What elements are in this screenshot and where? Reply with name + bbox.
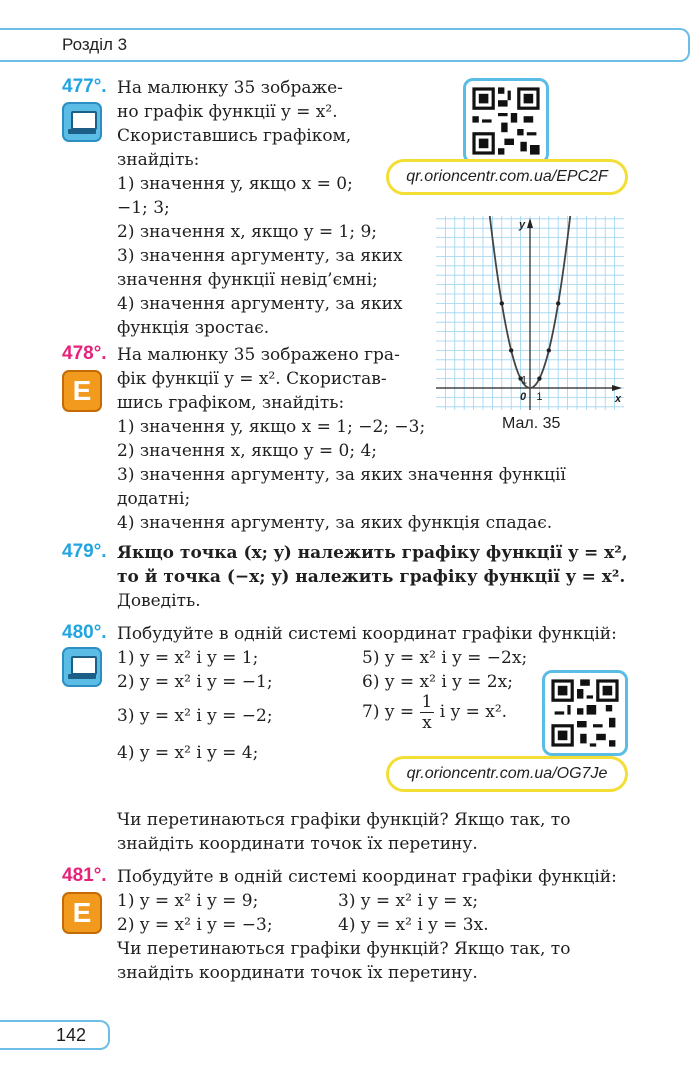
problem-480-question: [117, 808, 570, 856]
text-line: 3) значення аргументу, за яких значення функції: [117, 465, 566, 485]
text-line: Чи перетинаються графіки функцій? Якщо так, то: [117, 939, 571, 959]
text-line: Якщо точка (x; y) належить графіку функції y = x²,: [117, 543, 628, 563]
qr-code-2[interactable]: [542, 670, 628, 756]
list-item: 3) y = x² і y = −2;: [117, 706, 273, 726]
text-line: знайдіть координати точок їх перетину.: [117, 963, 478, 983]
qr-code-1[interactable]: [463, 78, 549, 164]
text-line: но графік функції y = x².: [117, 102, 338, 122]
fraction-denominator: x: [422, 713, 432, 733]
qr-link-1[interactable]: qr.orioncentr.com.ua/EPC2F: [386, 159, 628, 195]
text-line: 2) значення x, якщо y = 0; 4;: [117, 441, 378, 461]
text-line: 2) значення x, якщо y = 1; 9;: [117, 222, 378, 242]
list-item: 2) y = x² і y = −1;: [117, 672, 273, 692]
list-item: 5) y = x² і y = −2x;: [362, 648, 528, 668]
text-line: значення функції невід’ємні;: [117, 270, 378, 290]
text-line: шись графіком, знайдіть:: [117, 393, 345, 413]
text-line: 4) значення аргументу, за яких функція спадає.: [117, 513, 553, 533]
list-item: 1) y = x² і y = 1;: [117, 648, 259, 668]
qr-pattern-icon: [545, 673, 625, 753]
problem-478-number: 478°.: [62, 343, 107, 364]
text-line: то й точка (−x; y) належить графіку функції y = x².: [117, 567, 626, 587]
text-line: знайдіть:: [117, 150, 200, 170]
parabola-point: [500, 301, 504, 305]
x-one-label: 1: [536, 391, 543, 403]
problem-480-intro: Побудуйте в одній системі координат графіки функцій:: [117, 624, 617, 644]
item7-prefix: 7) y =: [362, 702, 415, 722]
problem-480-number: 480°.: [62, 622, 107, 643]
x-axis-arrow: [612, 385, 622, 391]
text-line: додатні;: [117, 489, 191, 509]
fraction: [420, 692, 435, 733]
page-number: [0, 1020, 110, 1050]
text-line: 1) значення y, якщо x = 0;: [117, 174, 353, 194]
text-line: функція зростає.: [117, 318, 270, 338]
list-item-7: [362, 692, 507, 733]
problem-481-question: [117, 937, 570, 985]
figure-caption: Мал. 35: [502, 415, 561, 432]
page-number-text: 142: [56, 1024, 87, 1045]
list-item: 2) y = x² і y = −3;: [117, 915, 273, 935]
problem-479-text: [117, 541, 628, 613]
text-line: −1; 3;: [117, 198, 170, 218]
text-line: 4) значення аргументу, за яких: [117, 294, 403, 314]
laptop-icon: [62, 102, 102, 142]
list-item: 3) y = x² і y = x;: [338, 891, 479, 911]
problem-477-number: 477°.: [62, 76, 107, 97]
text-line: Чи перетинаються графіки функцій? Якщо так, то: [117, 810, 571, 830]
y-axis-label: y: [519, 219, 526, 231]
list-item: 1) y = x² і y = 9;: [117, 891, 259, 911]
problem-481-intro: Побудуйте в одній системі координат графіки функцій:: [117, 867, 617, 887]
parabola-point: [556, 301, 560, 305]
fraction-numerator: 1: [421, 692, 433, 712]
qr-link-2[interactable]: qr.orioncentr.com.ua/OG7Je: [386, 756, 628, 792]
text-line: 3) значення аргументу, за яких: [117, 246, 403, 266]
problem-479-number: 479°.: [62, 541, 107, 562]
e-icon: E: [62, 892, 102, 934]
list-item: 4) y = x² і y = 3x.: [338, 915, 489, 935]
e-icon: E: [62, 370, 102, 412]
text-line: фік функції y = x². Скористав-: [117, 369, 387, 389]
text-line: Доведіть.: [117, 591, 201, 611]
y-axis-arrow: [527, 218, 533, 228]
problem-481-number: 481°.: [62, 865, 107, 886]
y-one-label: 1: [521, 374, 528, 387]
x-axis-label: x: [615, 393, 622, 405]
list-item: 6) y = x² і y = 2x;: [362, 672, 513, 692]
problem-477-text: [117, 76, 403, 340]
text-line: Скориставшись графіком,: [117, 126, 352, 146]
text-line: 1) значення y, якщо x = 1; −2; −3;: [117, 417, 426, 437]
text-line: На малюнку 35 зображе-: [117, 78, 343, 98]
text-line: знайдіть координати точок їх перетину.: [117, 834, 478, 854]
section-title: Розділ 3: [62, 35, 128, 54]
problem-478-text: [117, 343, 566, 535]
item7-suffix: і y = x².: [439, 702, 508, 722]
text-line: На малюнку 35 зображено гра-: [117, 345, 400, 365]
qr-pattern-icon: [466, 81, 546, 161]
origin-label: 0: [520, 391, 527, 403]
laptop-icon: [62, 647, 102, 687]
list-item: 4) y = x² і y = 4;: [117, 743, 259, 763]
